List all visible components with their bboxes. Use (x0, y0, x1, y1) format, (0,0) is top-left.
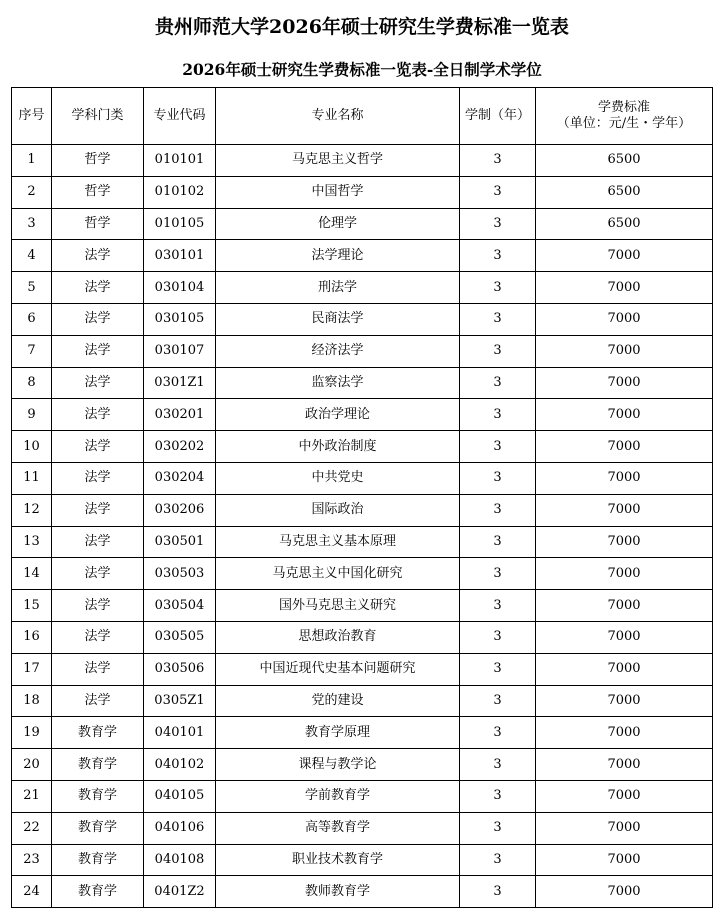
cell-fee: 7000 (536, 844, 713, 876)
cell-code: 040102 (144, 749, 216, 781)
table-row (12, 303, 713, 335)
cell-index: 19 (12, 717, 52, 749)
cell-fee: 7000 (536, 367, 713, 399)
fee-table-header (12, 88, 713, 145)
cell-index: 9 (12, 399, 52, 431)
table-row (12, 208, 713, 240)
cell-index: 23 (12, 844, 52, 876)
cell-index: 17 (12, 653, 52, 685)
header-name: 专业名称 (216, 88, 460, 145)
cell-duration: 3 (460, 780, 536, 812)
cell-duration: 3 (460, 558, 536, 590)
cell-code: 040106 (144, 812, 216, 844)
cell-name: 马克思主义中国化研究 (216, 558, 460, 590)
cell-name: 学前教育学 (216, 780, 460, 812)
cell-fee: 7000 (536, 780, 713, 812)
cell-code: 040101 (144, 717, 216, 749)
cell-category: 法学 (52, 335, 144, 367)
header-category: 学科门类 (52, 88, 144, 145)
cell-fee: 7000 (536, 749, 713, 781)
table-row (12, 685, 713, 717)
header-duration: 学制（年） (460, 88, 536, 145)
cell-duration: 3 (460, 367, 536, 399)
cell-duration: 3 (460, 176, 536, 208)
cell-category: 教育学 (52, 812, 144, 844)
cell-name: 政治学理论 (216, 399, 460, 431)
cell-index: 13 (12, 526, 52, 558)
cell-code: 010102 (144, 176, 216, 208)
fee-table (11, 87, 713, 908)
cell-index: 5 (12, 272, 52, 304)
cell-fee: 7000 (536, 558, 713, 590)
cell-index: 16 (12, 621, 52, 653)
header-row (12, 88, 713, 145)
cell-duration: 3 (460, 685, 536, 717)
table-row (12, 145, 713, 177)
cell-name: 法学理论 (216, 240, 460, 272)
cell-category: 法学 (52, 621, 144, 653)
cell-category: 法学 (52, 526, 144, 558)
cell-code: 0301Z1 (144, 367, 216, 399)
cell-fee: 7000 (536, 494, 713, 526)
cell-category: 法学 (52, 462, 144, 494)
cell-fee: 7000 (536, 272, 713, 304)
cell-category: 法学 (52, 240, 144, 272)
cell-fee: 6500 (536, 145, 713, 177)
cell-name: 课程与教学论 (216, 749, 460, 781)
cell-name: 马克思主义哲学 (216, 145, 460, 177)
cell-code: 030503 (144, 558, 216, 590)
cell-code: 030504 (144, 590, 216, 622)
cell-duration: 3 (460, 526, 536, 558)
cell-category: 法学 (52, 431, 144, 463)
cell-fee: 6500 (536, 176, 713, 208)
cell-category: 法学 (52, 272, 144, 304)
cell-category: 法学 (52, 653, 144, 685)
cell-name: 国际政治 (216, 494, 460, 526)
cell-duration: 3 (460, 844, 536, 876)
cell-fee: 7000 (536, 526, 713, 558)
table-row (12, 812, 713, 844)
cell-duration: 3 (460, 272, 536, 304)
table-row (12, 653, 713, 685)
table-row (12, 176, 713, 208)
cell-index: 14 (12, 558, 52, 590)
cell-index: 20 (12, 749, 52, 781)
cell-duration: 3 (460, 303, 536, 335)
table-row (12, 462, 713, 494)
cell-duration: 3 (460, 145, 536, 177)
cell-duration: 3 (460, 462, 536, 494)
table-row (12, 367, 713, 399)
cell-code: 030101 (144, 240, 216, 272)
cell-category: 教育学 (52, 749, 144, 781)
cell-fee: 7000 (536, 431, 713, 463)
cell-category: 教育学 (52, 780, 144, 812)
cell-duration: 3 (460, 812, 536, 844)
cell-index: 1 (12, 145, 52, 177)
cell-fee: 7000 (536, 812, 713, 844)
cell-index: 18 (12, 685, 52, 717)
table-row (12, 590, 713, 622)
cell-name: 高等教育学 (216, 812, 460, 844)
table-row (12, 844, 713, 876)
cell-category: 法学 (52, 399, 144, 431)
cell-name: 国外马克思主义研究 (216, 590, 460, 622)
cell-name: 思想政治教育 (216, 621, 460, 653)
cell-index: 6 (12, 303, 52, 335)
cell-duration: 3 (460, 399, 536, 431)
cell-code: 030202 (144, 431, 216, 463)
cell-category: 教育学 (52, 844, 144, 876)
cell-name: 监察法学 (216, 367, 460, 399)
cell-index: 4 (12, 240, 52, 272)
table-row (12, 780, 713, 812)
cell-category: 法学 (52, 303, 144, 335)
cell-name: 刑法学 (216, 272, 460, 304)
cell-code: 030505 (144, 621, 216, 653)
cell-name: 中国哲学 (216, 176, 460, 208)
cell-name: 民商法学 (216, 303, 460, 335)
cell-index: 21 (12, 780, 52, 812)
cell-name: 职业技术教育学 (216, 844, 460, 876)
cell-name: 中国近现代史基本问题研究 (216, 653, 460, 685)
cell-index: 24 (12, 876, 52, 908)
cell-code: 010105 (144, 208, 216, 240)
cell-duration: 3 (460, 208, 536, 240)
cell-fee: 7000 (536, 653, 713, 685)
cell-category: 哲学 (52, 208, 144, 240)
cell-fee: 7000 (536, 621, 713, 653)
cell-fee: 7000 (536, 303, 713, 335)
cell-name: 中共党史 (216, 462, 460, 494)
cell-index: 10 (12, 431, 52, 463)
table-row (12, 272, 713, 304)
cell-name: 伦理学 (216, 208, 460, 240)
cell-category: 哲学 (52, 176, 144, 208)
header-fee-unit: （单位：元/生・学年） (556, 116, 692, 131)
cell-fee: 7000 (536, 685, 713, 717)
cell-code: 030201 (144, 399, 216, 431)
header-fee (536, 88, 713, 145)
cell-duration: 3 (460, 590, 536, 622)
table-row (12, 526, 713, 558)
cell-code: 030506 (144, 653, 216, 685)
cell-code: 030104 (144, 272, 216, 304)
table-row (12, 335, 713, 367)
fee-table-body (12, 145, 713, 908)
cell-code: 030204 (144, 462, 216, 494)
table-row (12, 558, 713, 590)
cell-name: 党的建设 (216, 685, 460, 717)
cell-index: 2 (12, 176, 52, 208)
cell-duration: 3 (460, 431, 536, 463)
cell-duration: 3 (460, 653, 536, 685)
cell-code: 0305Z1 (144, 685, 216, 717)
document-title: 贵州师范大学2026年硕士研究生学费标准一览表 (155, 16, 569, 38)
table-row (12, 621, 713, 653)
cell-index: 22 (12, 812, 52, 844)
cell-duration: 3 (460, 717, 536, 749)
cell-duration: 3 (460, 494, 536, 526)
cell-fee: 6500 (536, 208, 713, 240)
header-index: 序号 (12, 88, 52, 145)
cell-name: 马克思主义基本原理 (216, 526, 460, 558)
cell-name: 中外政治制度 (216, 431, 460, 463)
cell-index: 11 (12, 462, 52, 494)
cell-code: 040105 (144, 780, 216, 812)
cell-duration: 3 (460, 749, 536, 781)
table-row (12, 399, 713, 431)
cell-code: 010101 (144, 145, 216, 177)
cell-fee: 7000 (536, 240, 713, 272)
cell-category: 法学 (52, 558, 144, 590)
header-code: 专业代码 (144, 88, 216, 145)
cell-name: 经济法学 (216, 335, 460, 367)
cell-index: 7 (12, 335, 52, 367)
cell-duration: 3 (460, 240, 536, 272)
header-fee-title: 学费标准 (597, 100, 650, 115)
cell-category: 教育学 (52, 717, 144, 749)
cell-category: 法学 (52, 685, 144, 717)
cell-fee: 7000 (536, 335, 713, 367)
cell-fee: 7000 (536, 717, 713, 749)
cell-code: 0401Z2 (144, 876, 216, 908)
cell-fee: 7000 (536, 876, 713, 908)
cell-code: 040108 (144, 844, 216, 876)
cell-duration: 3 (460, 876, 536, 908)
table-row (12, 494, 713, 526)
cell-category: 哲学 (52, 145, 144, 177)
cell-category: 法学 (52, 367, 144, 399)
cell-name: 教师教育学 (216, 876, 460, 908)
cell-code: 030107 (144, 335, 216, 367)
cell-duration: 3 (460, 621, 536, 653)
cell-duration: 3 (460, 335, 536, 367)
cell-code: 030206 (144, 494, 216, 526)
table-row (12, 717, 713, 749)
table-row (12, 240, 713, 272)
cell-index: 8 (12, 367, 52, 399)
cell-index: 12 (12, 494, 52, 526)
table-row (12, 431, 713, 463)
cell-category: 法学 (52, 494, 144, 526)
document-subtitle: 2026年硕士研究生学费标准一览表-全日制学术学位 (182, 60, 542, 79)
cell-category: 法学 (52, 590, 144, 622)
cell-name: 教育学原理 (216, 717, 460, 749)
cell-index: 3 (12, 208, 52, 240)
cell-fee: 7000 (536, 462, 713, 494)
table-row (12, 749, 713, 781)
cell-code: 030105 (144, 303, 216, 335)
cell-index: 15 (12, 590, 52, 622)
cell-code: 030501 (144, 526, 216, 558)
cell-category: 教育学 (52, 876, 144, 908)
cell-fee: 7000 (536, 590, 713, 622)
table-row (12, 876, 713, 908)
cell-fee: 7000 (536, 399, 713, 431)
